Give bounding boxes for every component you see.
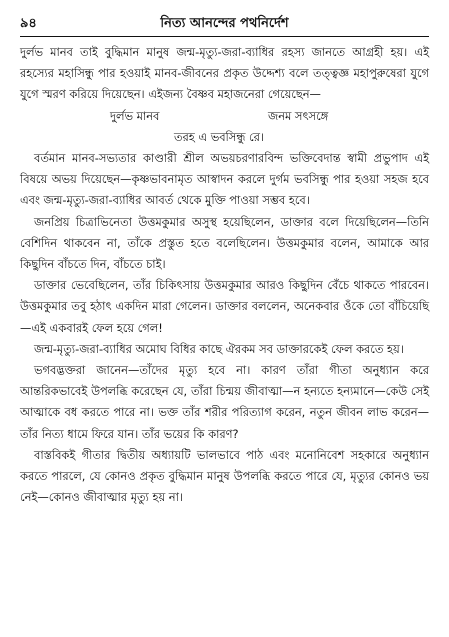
verse-line-2 — [20, 127, 429, 148]
verse-line-1-right: জনম সৎসঙ্গে — [268, 108, 329, 123]
page-body — [20, 42, 429, 508]
paragraph-6: ভগবদ্ভক্তরা জানেন—তাঁদের মৃত্যু হবে না। কারণ তাঁরা গীতা অনুধ্যান করে আন্তরিকভাবেই উপলব্ধি করেছেন যে, তাঁরা চিন্ময় জীবাত্মা—ন হন্যতে হন্যমানে—কেউ সেই আত্মাকে বধ করতে পারে না। ভক্ত তাঁর শরীর পরিত্যাগ করেন, নতুন জীবন লাভ করেন—তাঁর নিত্য ধামে ফিরে যান। তাঁর ভয়ের কি কারণ? — [20, 363, 429, 441]
paragraph-3: জনপ্রিয় চিত্রাভিনেতা উত্তমকুমার অসুস্থ হয়েছিলেন, ডাক্তার বলে দিয়েছিলেন—তিনি বেশিদিন থাকবেন না, তাঁকে প্রস্তুত হতে বলেছিলেন। উত্তমকুমার বলেন, আমাকে আর কিছুদিন বাঁচতে দিন, বাঁচতে চাই। — [20, 214, 429, 271]
page-number: ৯৪ — [20, 16, 37, 31]
paragraph-4: ডাক্তার ভেবেছিলেন, তাঁর চিকিৎসায় উত্তমকুমার আরও কিছুদিন বেঁচে থাকতে পারবেন। উত্তমকুমার তবু হঠাৎ একদিন মারা গেলেন। ডাক্তার বললেন, অনেকবার ওঁকে তো বাঁচিয়েছি—এই একবারই ফেল হয়ে গেল! — [20, 278, 429, 335]
running-title: নিত্য আনন্দের পথনির্দেশ — [160, 16, 289, 31]
verse-line-1-left: দুর্লভ মানব — [110, 108, 160, 123]
paragraph-7: বাস্তবিকই গীতার দ্বিতীয় অধ্যায়টি ভালভাবে পাঠ এবং মনোনিবেশ সহকারে অনুধ্যান করতে পারলে, যে কোনও প্রকৃত বুদ্ধিমান মানুষ উপলব্ধি করতে পারে যে, মৃত্যুর কোনও ভয় নেই—কোনও জীবাত্মার মৃত্যু হয় না। — [20, 447, 429, 505]
paragraph-5: জন্ম-মৃত্যু-জরা-ব্যাধির অমোঘ বিধির কাছে ঐরকম সব ডাক্তারকেই ফেল করতে হয়। — [34, 341, 404, 356]
paragraph-2: বর্তমান মানব-সভ্যতার কাণ্ডারী শ্রীল অভয়চরণারবিন্দ ভক্তিবেদান্ত স্বামী প্রভুপাদ এই বিষয়ে অভয় দিয়েছেন—কৃষ্ণভাবনামৃত আস্বাদন করলে দুর্গম ভবসিন্ধু পার হওয়া সহজ হবে এবং জন্ম-মৃত্যু-জরা-ব্যাধির আবর্ত থেকে মুক্তি পাওয়া সম্ভব হবে। — [20, 150, 429, 208]
header-rule — [20, 36, 429, 37]
page-header — [20, 14, 429, 42]
verse-line-1 — [20, 106, 429, 127]
verse-line-2-text: তরহ এ ভবসিন্ধু রে। — [174, 129, 264, 144]
paragraph-1: দুর্লভ মানব তাই বুদ্ধিমান মানুষ জন্ম-মৃত্যু-জরা-ব্যাধির রহস্য জানতে আগ্রহী হয়। এই রহস্যের মহাসিন্ধু পার হওয়াই মানব-জীবনের প্রকৃত উদ্দেশ্য বলে তত্ত্বজ্ঞ মহাপুরুষেরা যুগে যুগে স্মরণ করিয়ে দিয়েছেন। এইজন্য বৈষ্ণব মহাজনেরা গেয়েছেন— — [20, 45, 429, 102]
